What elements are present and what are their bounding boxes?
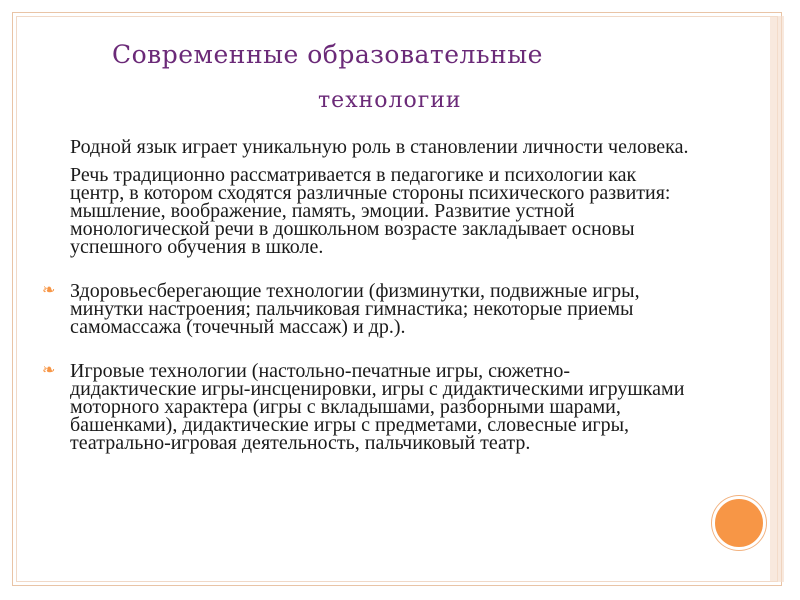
slide-title-line-2: технологии xyxy=(318,88,462,113)
arrow-bullet-icon: ❧ xyxy=(42,360,56,379)
slide-title-line-1: Современные образовательные xyxy=(112,40,543,69)
right-decorative-band xyxy=(770,16,784,582)
bullet-item xyxy=(42,282,692,336)
slide-content xyxy=(42,138,692,452)
bullet-text-game-technologies: Игровые технологии (настольно-печатные игры, сюжетно-дидактические игры-инсценировки, игры с дидактическими игрушками моторного характера (игры с вкладышами, разборными шарами, башенками), дидактические игры с предметами, словесные игры, театрально-игровая деятельность, пальчиковый театр. xyxy=(70,360,685,454)
orange-circle-icon xyxy=(712,496,766,550)
intro-paragraph-1: Родной язык играет уникальную роль в становлении личности человека. xyxy=(70,136,689,158)
arrow-bullet-icon: ❧ xyxy=(42,280,56,299)
bullet-item xyxy=(42,362,692,452)
intro-paragraph-2: Речь традиционно рассматривается в педагогике и психологии как центр, в котором сходятся различные стороны психического развития: мышление, воображение, память, эмоции. Развитие устной монологической речи в дошкольном возрасте закладывает основы успешного обучения в школе. xyxy=(70,164,671,258)
bullet-text-health-technologies: Здоровьесберегающие технологии (физминутки, подвижные игры, минутки настроения; пальчиковая гимнастика; некоторые приемы самомассажа (точечный массаж) и др.). xyxy=(70,280,640,338)
